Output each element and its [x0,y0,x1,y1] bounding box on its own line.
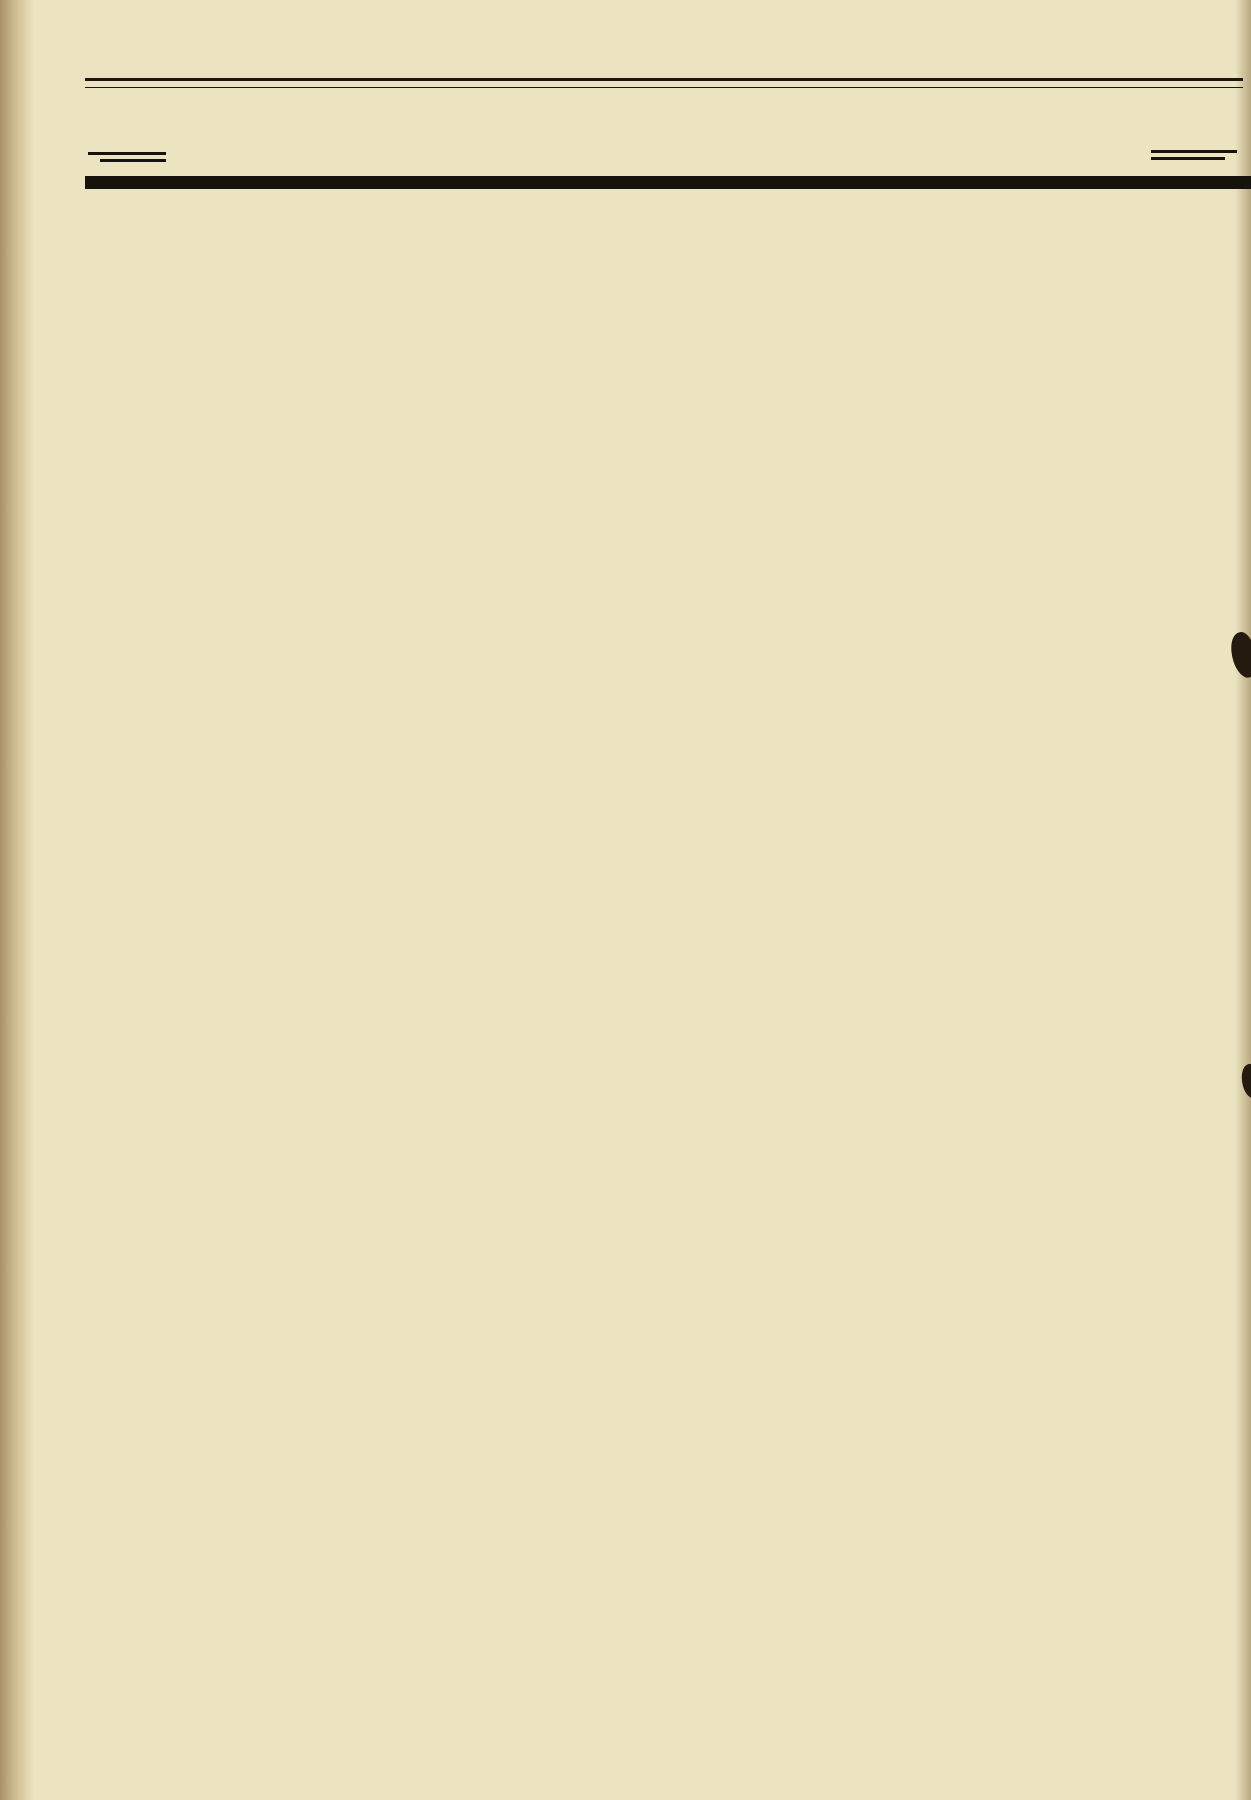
masthead-decoration-right [1151,150,1237,153]
column-landesliga-2 [632,905,904,1795]
column-landesliga-3 [925,905,1209,1795]
page-right-edge-shadow [1235,0,1251,1800]
masthead-decoration-left [88,152,166,155]
column-landesliga-1 [342,905,614,1795]
column-regionalliga-2 [342,338,614,762]
column-regionalliga-3 [632,338,904,762]
masthead-decoration-left [100,159,166,162]
column-regionalliga-1 [55,338,322,1794]
masthead-decoration-right [1151,157,1225,160]
column-regionalliga-right-with-table [925,205,1209,767]
masthead-black-bar [85,176,1251,189]
page-left-edge-shadow [0,0,34,1800]
masthead [85,86,1243,174]
